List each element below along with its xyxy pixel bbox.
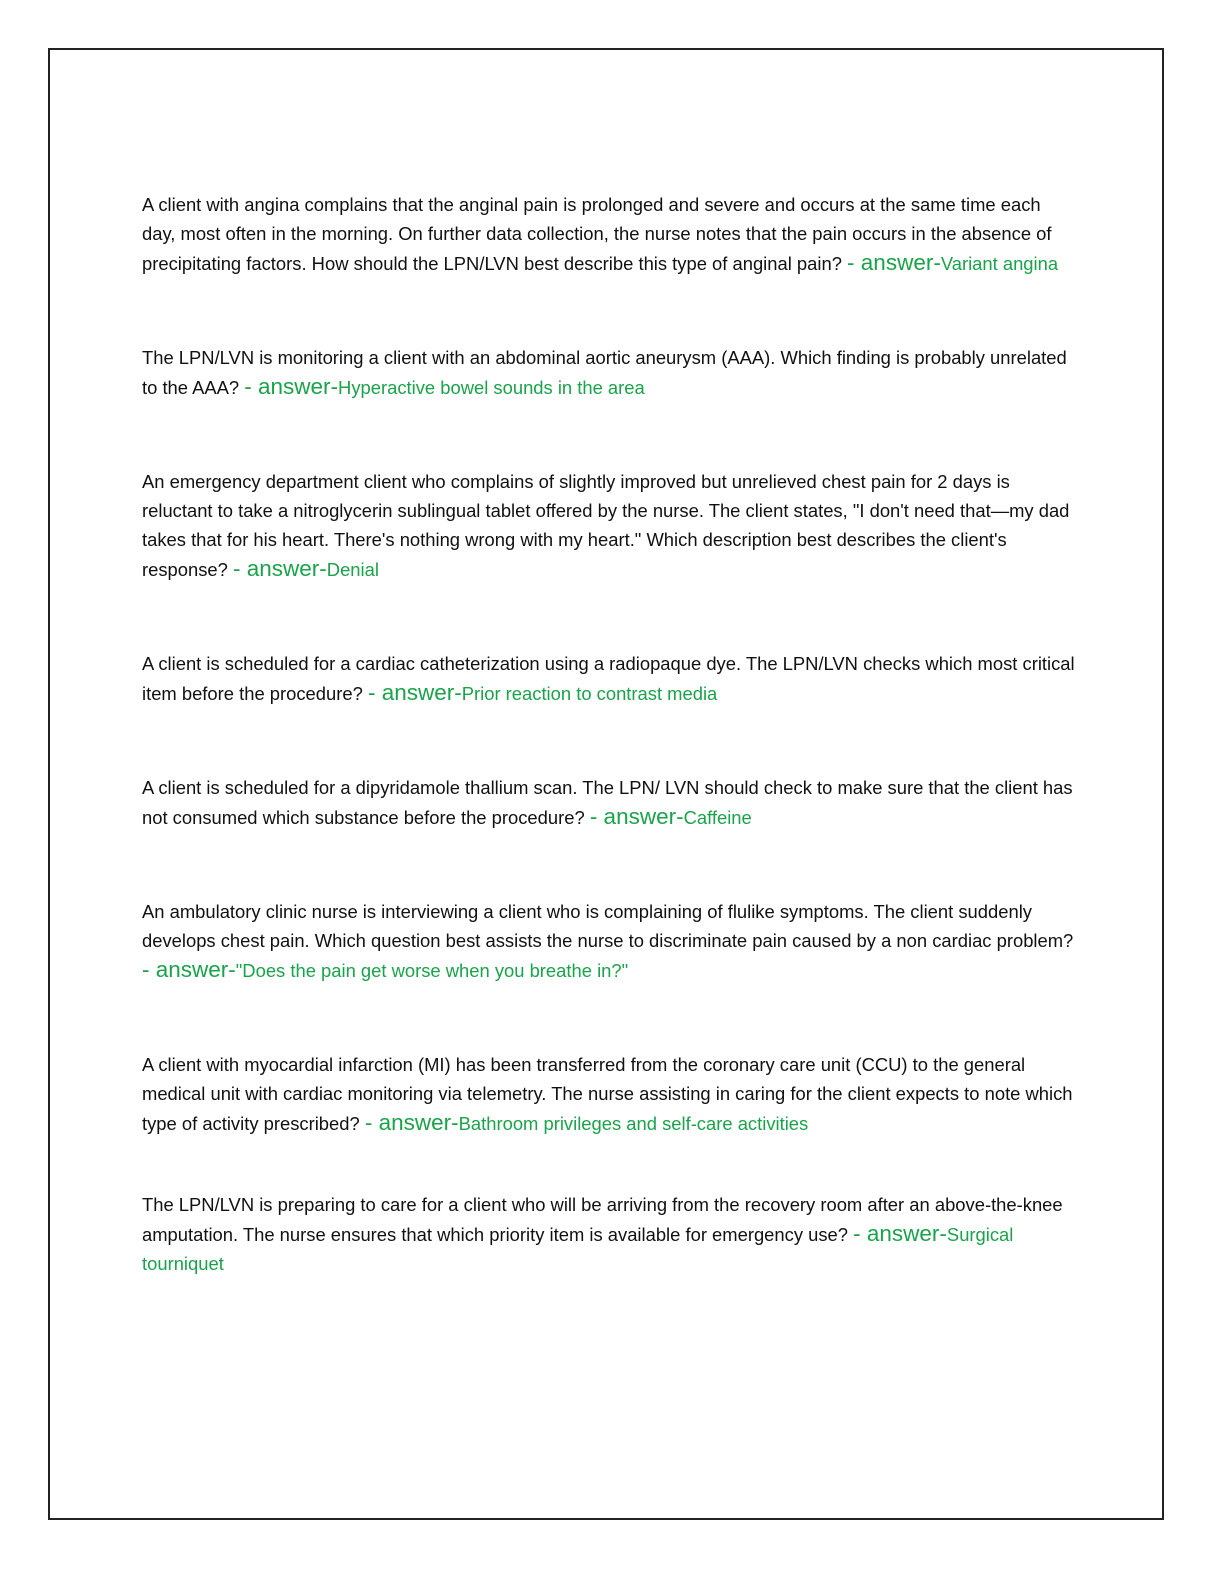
- answer-prefix: - answer-: [589, 804, 684, 829]
- answer-prefix: - answer-: [847, 250, 941, 275]
- qa-item: [142, 190, 1077, 278]
- answer-prefix: - answer-: [367, 680, 462, 705]
- qa-item: [142, 649, 1077, 708]
- qa-item: [142, 773, 1077, 832]
- question-text: A client is scheduled for a dipyridamole thallium scan. The LPN/ LVN should check to make sure that the client has not consumed which substance before the procedure?: [142, 777, 1073, 828]
- answer-prefix: - answer-: [142, 957, 236, 982]
- answer-text: Caffeine: [683, 807, 752, 828]
- question-text: A client is scheduled for a cardiac catheterization using a radiopaque dye. The LPN/LVN checks which most critical item before the procedure?: [142, 653, 1075, 704]
- answer-text: Prior reaction to contrast media: [461, 683, 718, 704]
- qa-item: [142, 897, 1077, 985]
- answer-text: Variant angina: [940, 253, 1059, 274]
- qa-item: [142, 1190, 1077, 1278]
- question-text: The LPN/LVN is monitoring a client with an abdominal aortic aneurysm (AAA). Which finding is probably unrelated to the AAA?: [142, 347, 1067, 398]
- question-text: The LPN/LVN is preparing to care for a client who will be arriving from the recovery room after an above-the-knee amputation. The nurse ensures that which priority item is available for emergency use?: [142, 1194, 1063, 1245]
- answer-prefix: - answer-: [244, 374, 339, 399]
- question-text: A client with angina complains that the anginal pain is prolonged and severe and occurs at the same time each day, most often in the morning. On further data collection, the nurse notes that the pain occurs in the absence of precipitating factors. How should the LPN/LVN best describe this type of anginal pain?: [142, 194, 1052, 274]
- qa-item: [142, 343, 1077, 402]
- answer-prefix: - answer-: [364, 1110, 459, 1135]
- document-content: [142, 190, 1077, 1343]
- question-text: A client with myocardial infarction (MI) has been transferred from the coronary care unit (CCU) to the general medical unit with cardiac monitoring via telemetry. The nurse assisting in caring for the client expects to note which type of activity prescribed?: [142, 1054, 1073, 1134]
- answer-text: Hyperactive bowel sounds in the area: [338, 377, 645, 398]
- question-text: An ambulatory clinic nurse is interviewing a client who is complaining of flulike symptoms. The client suddenly develops chest pain. Which question best assists the nurse to discriminate pain caused by a non cardiac problem?: [142, 901, 1074, 951]
- answer-text: Surgical tourniquet: [142, 1224, 1014, 1274]
- question-text: An emergency department client who complains of slightly improved but unrelieved chest pain for 2 days is reluctant to take a nitroglycerin sublingual tablet offered by the nurse. The client states, "I don't need that—my dad takes that for his heart. There's nothing wrong with my heart." Which description best describes the client's response?: [142, 471, 1070, 580]
- qa-item: [142, 1050, 1077, 1138]
- answer-text: "Does the pain get worse when you breathe in?": [235, 960, 629, 981]
- answer-text: Bathroom privileges and self-care activities: [458, 1113, 809, 1134]
- answer-prefix: - answer-: [853, 1221, 947, 1246]
- answer-prefix: - answer-: [233, 556, 327, 581]
- qa-item: [142, 467, 1077, 584]
- answer-text: Denial: [326, 559, 379, 580]
